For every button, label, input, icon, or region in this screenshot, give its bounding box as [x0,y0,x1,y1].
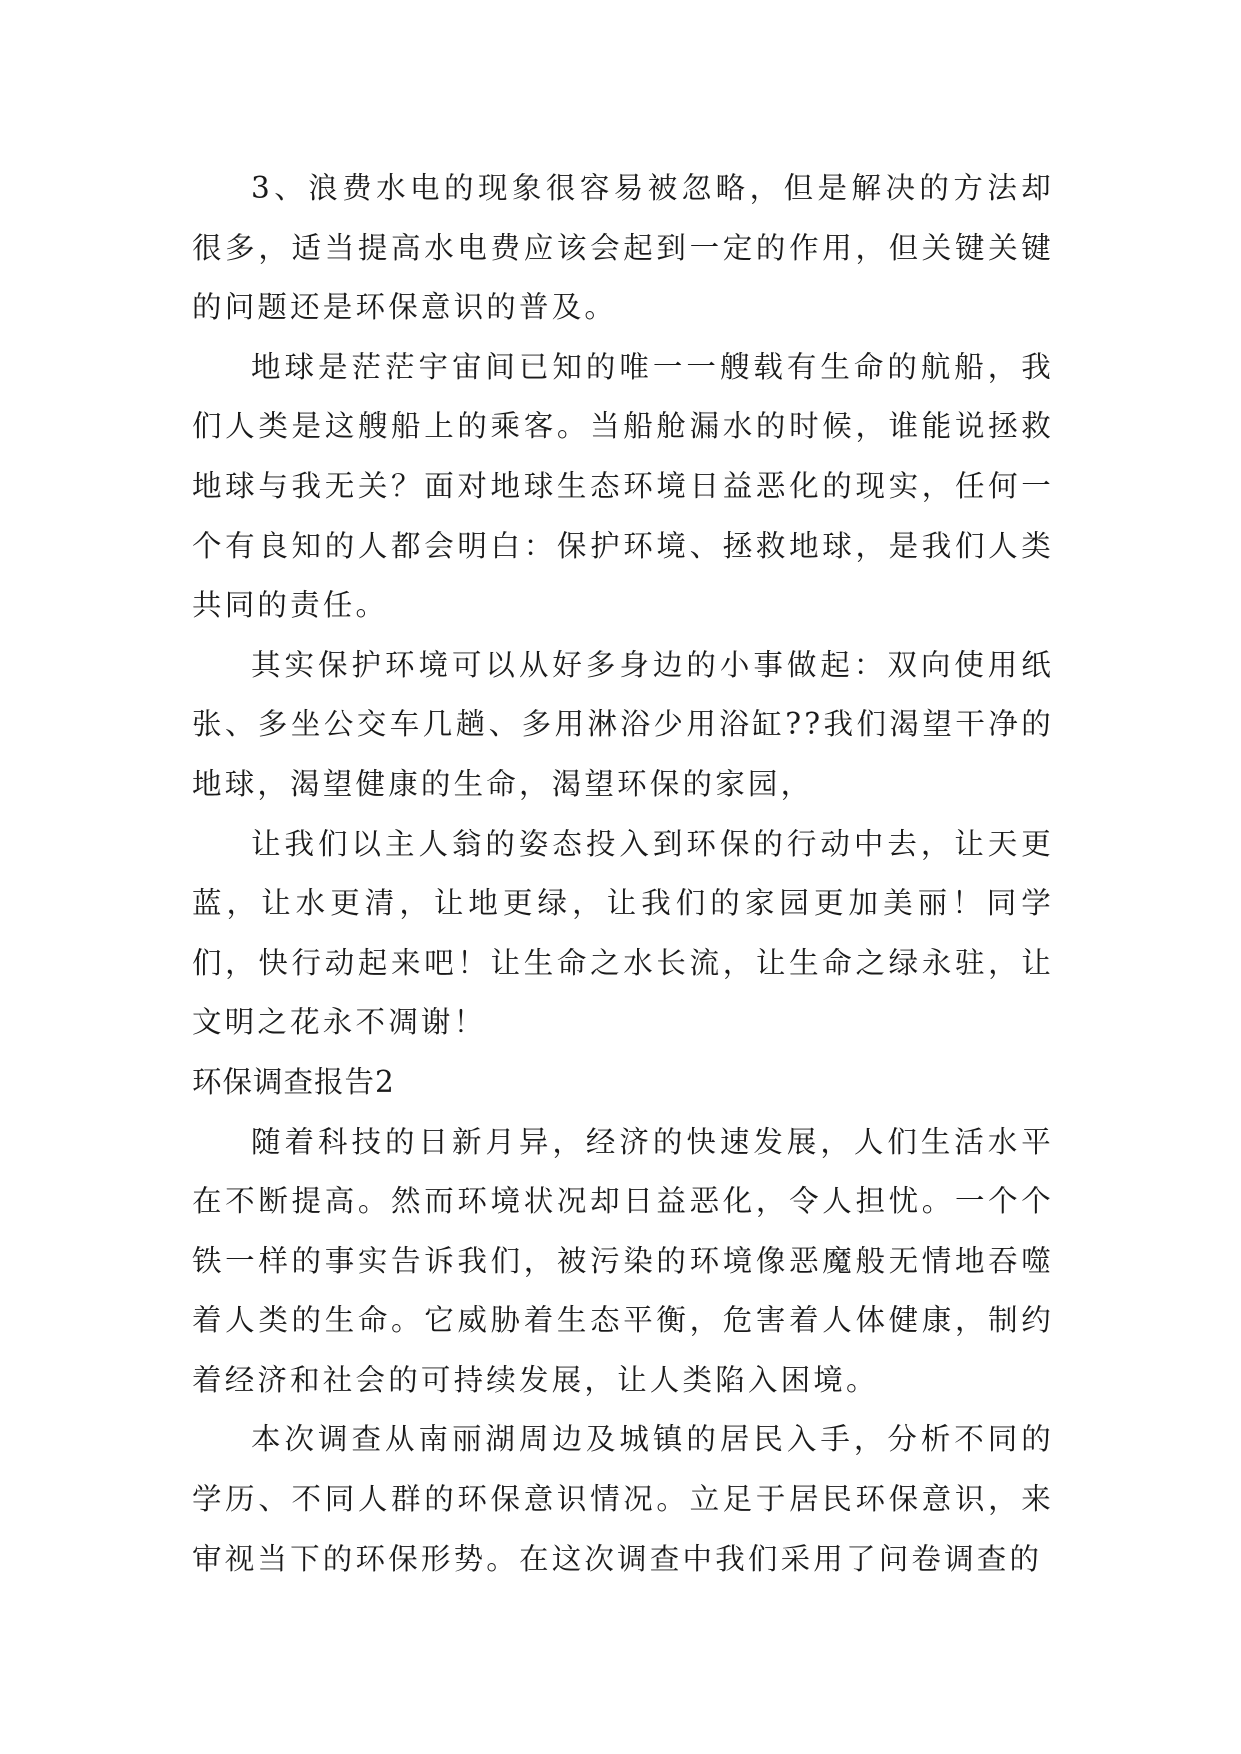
paragraph-environment-deterioration: 随着科技的日新月异，经济的快速发展，人们生活水平在不断提高。然而环境状况却日益恶化，令人担忧。一个个铁一样的事实告诉我们，被污染的环境像恶魔般无情地吞噬着人类的生命。它威胁着生态平衡，危害着人体健康，制约着经济和社会的可持续发展，让人类陷入困境。 [192,1124,1054,1397]
section-heading: 环保调查报告2 [192,1064,395,1099]
paragraph-earth-ship: 地球是茫茫宇宙间已知的唯一一艘载有生命的航船，我们人类是这艘船上的乘客。当船舱漏水的时候，谁能说拯救地球与我无关？面对地球生态环境日益恶化的现实，任何一个有良知的人都会明白：保护环境、拯救地球，是我们人类共同的责任。 [192,349,1054,623]
paragraph-survey-scope: 本次调查从南丽湖周边及城镇的居民入手，分析不同的学历、不同人群的环保意识情况。立足于居民环保意识，来审视当下的环保形势。在这次调查中我们采用了问卷调查的 [192,1422,1054,1576]
document-page [192,159,1054,1589]
paragraph-water-electricity: 3、浪费水电的现象很容易被忽略，但是解决的方法却很多，适当提高水电费应该会起到一定的作用，但关键关键的问题还是环保意识的普及。 [192,171,1054,325]
paragraph-small-things: 其实保护环境可以从好多身边的小事做起：双向使用纸张、多坐公交车几趟、多用淋浴少用浴缸??我们渴望干净的地球，渴望健康的生命，渴望环保的家园， [192,647,1054,801]
paragraph-call-to-action: 让我们以主人翁的姿态投入到环保的行动中去，让天更蓝，让水更清，让地更绿，让我们的家园更加美丽！同学们，快行动起来吧！让生命之水长流，让生命之绿永驻，让文明之花永不凋谢！ [192,826,1054,1040]
